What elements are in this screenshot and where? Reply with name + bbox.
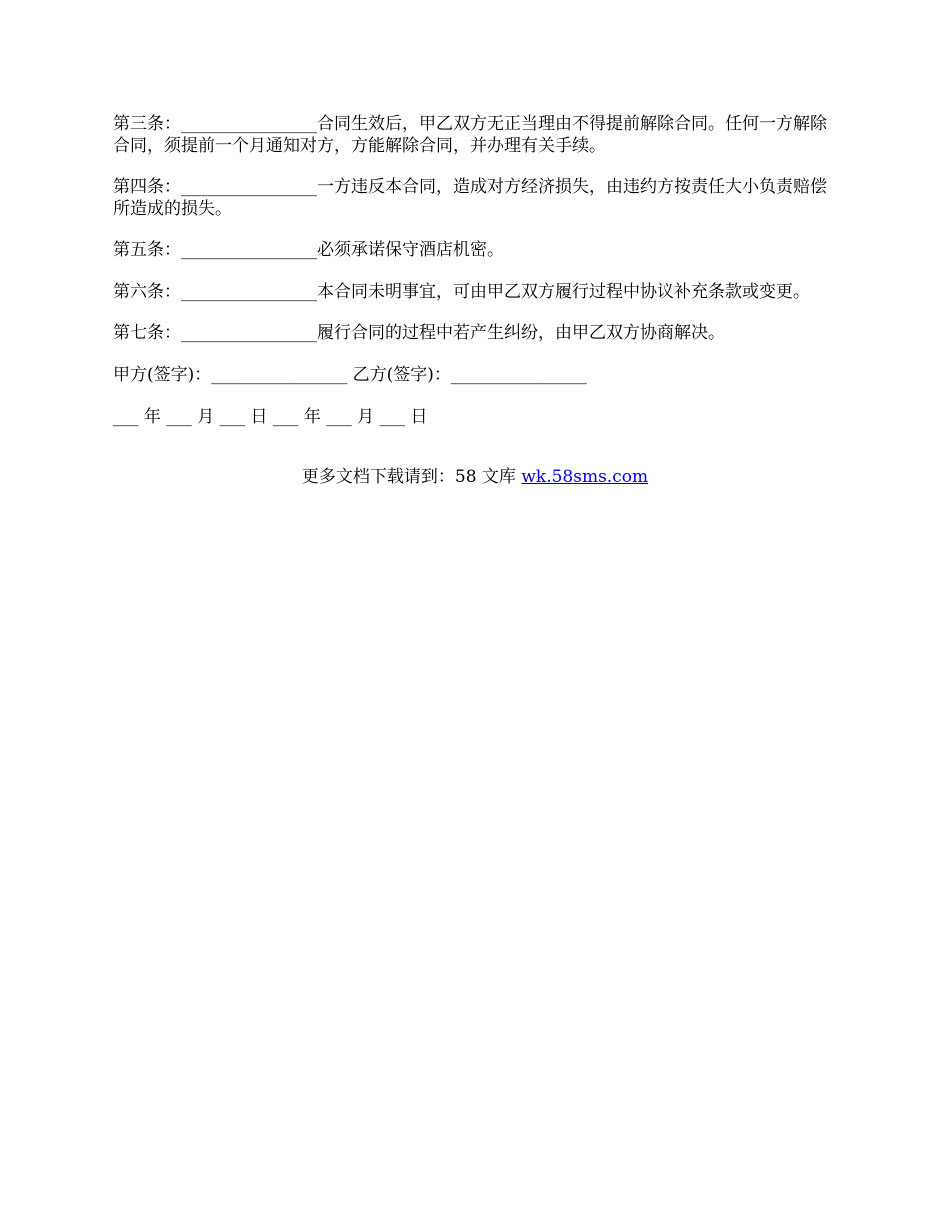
footer-link[interactable]: wk.58sms.com	[521, 467, 649, 487]
footer	[0, 466, 950, 488]
clause-7: 第七条：________________履行合同的过程中若产生纠纷，由甲乙双方协商解决。	[113, 323, 725, 343]
footer-text: 更多文档下载请到：58 文库	[301, 467, 522, 487]
document-body	[113, 113, 835, 447]
clause-3: 第三条：________________合同生效后，甲乙双方无正当理由不得提前解除合同。任何一方解除合同，须提前一个月通知对方，方能解除合同，并办理有关手续。	[113, 114, 827, 156]
signature-line: 甲方(签字)：________________ 乙方(签字)：________________	[113, 365, 587, 385]
date-line: ___ 年 ___ 月 ___ 日 ___ 年 ___ 月 ___ 日	[113, 407, 428, 427]
clause-5: 第五条：________________必须承诺保守酒店机密。	[113, 240, 504, 260]
clause-4: 第四条：________________一方违反本合同，造成对方经济损失，由违约方按责任大小负责赔偿所造成的损失。	[113, 177, 827, 219]
clause-6: 第六条：________________本合同未明事宜，可由甲乙双方履行过程中协议补充条款或变更。	[113, 282, 810, 302]
